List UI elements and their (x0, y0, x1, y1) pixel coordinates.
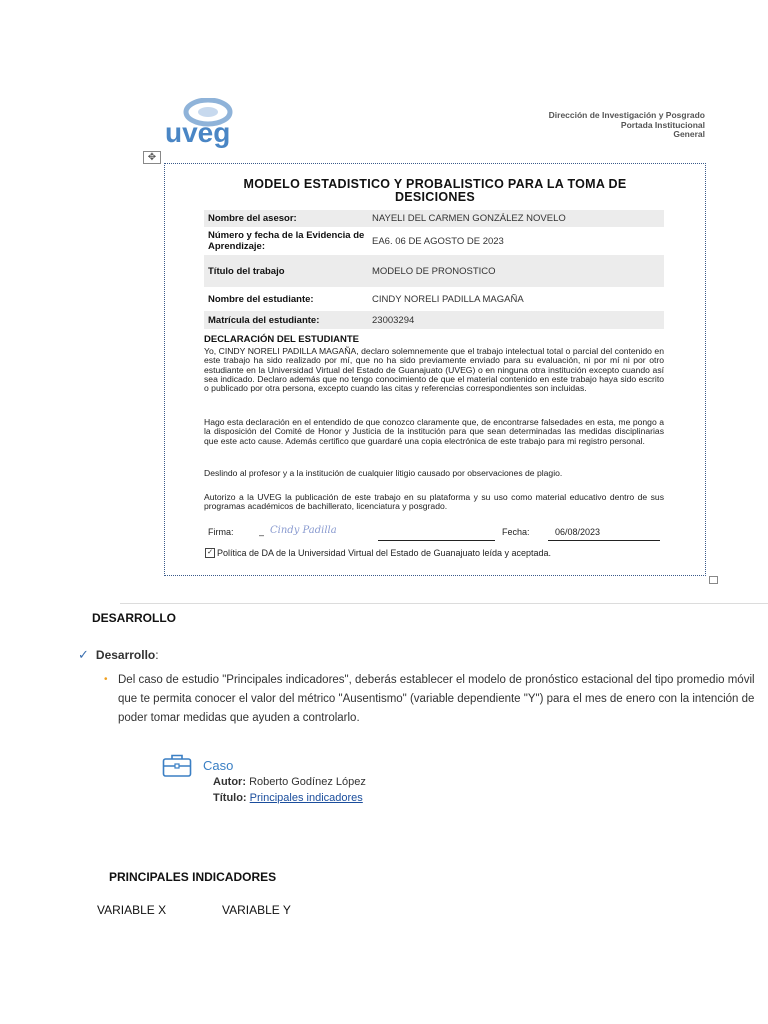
desarrollo-heading: DESARROLLO (92, 611, 176, 625)
desarrollo-check-item (78, 647, 159, 663)
field-value: MODELO DE PRONOSTICO (372, 265, 496, 277)
field-value: EA6. 06 DE AGOSTO DE 2023 (372, 235, 504, 247)
case-author (213, 776, 366, 788)
handwritten-signature: Cindy Padilla (270, 525, 337, 536)
case-title: Caso (203, 758, 234, 773)
policy-text: Política de DA de la Universidad Virtual del Estado de Guanajuato leída y aceptada. (217, 548, 552, 558)
firma-dash: – (259, 530, 265, 540)
declaration-paragraph-3: Deslindo al profesor y a la institución de cualquier litigio causado por observaciones de plagio. (204, 468, 563, 478)
table-row-estudiante (204, 289, 664, 309)
bullet-icon: • (104, 674, 108, 685)
institution-line-3: General (673, 129, 705, 139)
fecha-label: Fecha: (502, 527, 530, 537)
table-row-matricula (204, 311, 664, 329)
case-link[interactable]: Principales indicadores (249, 792, 363, 804)
institution-line-1: Dirección de Investigación y Posgrado (548, 110, 705, 120)
field-label: Nombre del asesor: (208, 213, 297, 224)
declaration-heading: DECLARACIÓN DEL ESTUDIANTE (204, 334, 359, 345)
variable-y-label: VARIABLE Y (222, 903, 291, 917)
fecha-line (548, 540, 660, 541)
checked-checkbox-icon: ✓ (205, 548, 215, 558)
field-value: CINDY NORELI PADILLA MAGAÑA (372, 293, 524, 305)
declaration-paragraph-2: Hago esta declaración en el entendido de que conozco claramente que, de encontrarse falsedades en esta, me pongo a la disposición del Comité de Honor y Justicia de la institución para que sean determinadas las medidas disciplinarias que este acto cause. Además certifico que guardaré una copia electrónica de este trabajo para mi registro personal. (204, 417, 664, 446)
case-titulo (213, 792, 363, 804)
signature-line (378, 540, 495, 541)
variable-x-label: VARIABLE X (97, 903, 167, 917)
declaration-paragraph-1: Yo, CINDY NORELI PADILLA MAGAÑA, declaro solemnemente que el trabajo intelectual total o parcial del contenido en este trabajo ha sido realizado por mí, que no ha sido previamente enviado para su evaluación, ni por mí ni por otro estudiante en la Universidad Virtual del Estado de Guanajuato (UVEG) o en ninguna otra institución excepto cuando así sea indicado. Declaro además que no tengo conocimiento de que el material contenido en este trabajo haya sido escrito o publicado por otra persona, excepto cuando las citas y referencias correspondientes son incluidas. (204, 346, 664, 394)
signature-row (206, 526, 666, 546)
svg-text:uveg: uveg (165, 117, 231, 148)
uveg-logo (163, 98, 253, 150)
policy-acceptance (205, 548, 551, 558)
institution-header (549, 111, 705, 140)
desarrollo-instruction (104, 671, 768, 728)
field-label: Título del trabajo (208, 265, 285, 277)
checkmark-icon: ✓ (78, 647, 89, 662)
field-value: NAYELI DEL CARMEN GONZÁLEZ NOVELO (372, 213, 566, 224)
cover-info-table (204, 210, 664, 331)
institution-line-2: Portada Institucional (620, 119, 705, 130)
instruction-text: Del caso de estudio "Principales indicadores", deberás establecer el modelo de pronóstico estacional del tipo promedio móvil que te permita conocer el valor del métrico "Ausentismo" (variable dependiente "Y") para el mes de enero con la intención de poder tomar medidas que ayuden a controlarlo. (118, 674, 755, 724)
table-resize-handle[interactable] (709, 576, 718, 584)
table-move-handle-icon[interactable]: ✥ (143, 151, 161, 164)
fecha-value: 06/08/2023 (555, 527, 601, 537)
briefcase-icon (162, 752, 192, 778)
field-label: Nombre del estudiante: (208, 293, 314, 305)
table-row-asesor (204, 210, 664, 227)
desarrollo-colon: : (155, 648, 159, 662)
titulo-label: Título: (213, 792, 247, 804)
field-label: Matrícula del estudiante: (208, 314, 320, 326)
table-row-evidencia (204, 229, 664, 253)
firma-label: Firma: (208, 527, 234, 537)
declaration-paragraph-4: Autorizo a la UVEG la publicación de este trabajo en su plataforma y su uso como material educativo dentro de sus programas académicos de bachillerato, licenciatura y posgrado. (204, 492, 664, 512)
autor-value: Roberto Godínez López (249, 776, 366, 788)
table-row-titulo (204, 255, 664, 287)
principales-indicadores-heading: PRINCIPALES INDICADORES (109, 870, 277, 884)
field-value: 23003294 (372, 314, 415, 326)
field-label: Número y fecha de la Evidencia de Aprendizaje: (208, 230, 365, 252)
document-title: MODELO ESTADISTICO Y PROBALISTICO PARA LA TOMA DE DESICIONES (243, 177, 627, 204)
section-divider (120, 603, 768, 604)
desarrollo-label: Desarrollo (95, 648, 156, 662)
autor-label: Autor: (213, 776, 246, 788)
